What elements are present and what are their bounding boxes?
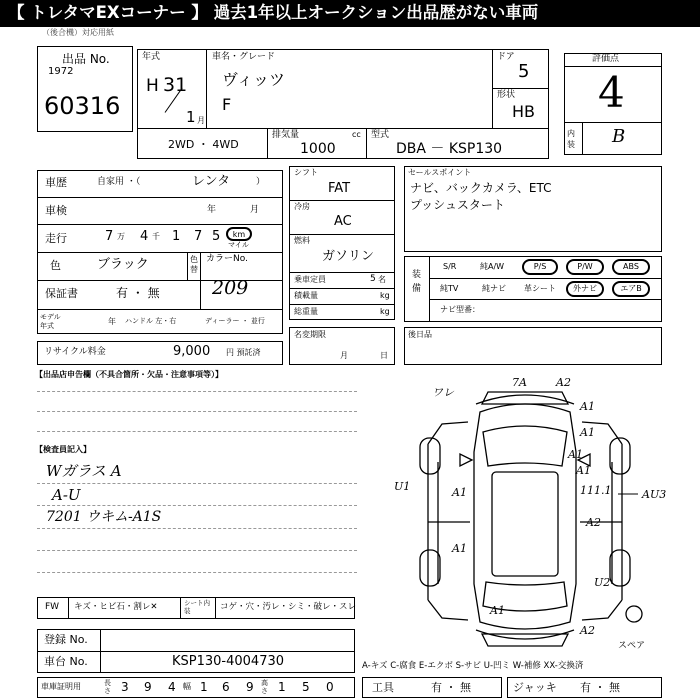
sales-point-line-2: プッシュスタート bbox=[410, 198, 505, 212]
doors-value: 5 bbox=[518, 61, 530, 82]
inspection-label: 車検 bbox=[45, 204, 67, 217]
equip-ps: P/S bbox=[522, 259, 558, 275]
inspector-label: 【検査員記入】 bbox=[35, 445, 91, 454]
gross-label: 総重量 bbox=[294, 307, 318, 316]
inspector-line-3: 7201 ウキム-A1S bbox=[46, 509, 162, 525]
sales-point-label: セールスポイント bbox=[408, 168, 472, 177]
mileage-d0: 4 bbox=[140, 229, 149, 244]
cert-h-label: 高さ bbox=[261, 679, 268, 695]
name-change-month: 月 bbox=[340, 351, 348, 360]
model-label: 型式 bbox=[371, 130, 390, 140]
interior-value: B bbox=[612, 126, 626, 147]
year-month-unit: 月 bbox=[197, 116, 205, 125]
jack-value: 有 ・ 無 bbox=[580, 681, 620, 694]
history-close: ） bbox=[256, 177, 266, 187]
cert-l-label: 長さ bbox=[104, 679, 111, 695]
fuel-value: ガソリン bbox=[322, 249, 375, 264]
model-year-dealer: ディーラー ・ 並行 bbox=[205, 317, 265, 325]
doors-label: ドア bbox=[497, 52, 515, 62]
cert-label: 車庫証明用 bbox=[41, 682, 81, 691]
year-month: 1 bbox=[186, 108, 196, 126]
fuel-label: 燃料 bbox=[294, 236, 310, 245]
navi-model-label: ナビ型番： bbox=[440, 305, 480, 314]
color-code: 209 bbox=[212, 277, 249, 299]
score-label: 評価点 bbox=[592, 54, 620, 64]
drive-text: 2WD ・ 4WD bbox=[168, 138, 239, 151]
capacity-unit: 名 bbox=[378, 275, 386, 284]
displacement-label: 排気量 bbox=[272, 130, 300, 140]
cert-w-0: 1 bbox=[200, 680, 208, 694]
color-label: 色 bbox=[50, 259, 61, 272]
header-title: 【 トレタマEXコーナー 】 過去1年以上オークション出品歴がない車両 bbox=[8, 3, 539, 22]
equip-pw: P/W bbox=[566, 259, 604, 275]
cert-w-2: 9 bbox=[246, 680, 254, 694]
shift-label: シフト bbox=[294, 168, 318, 177]
cert-w-1: 6 bbox=[222, 680, 230, 694]
ac-value: AC bbox=[334, 214, 352, 229]
car-name: ヴィッツ bbox=[222, 70, 286, 89]
recycle-label: リサイクル料金 bbox=[44, 347, 106, 357]
seat-label: シート内装 bbox=[184, 599, 210, 615]
fw-label: FW bbox=[45, 602, 60, 612]
jack-label: ジャッキ bbox=[513, 681, 557, 694]
mileage-d4: 5 bbox=[212, 229, 221, 244]
shift-value: FAT bbox=[328, 181, 351, 196]
inspector-line-1: Wガラス A bbox=[46, 462, 122, 480]
mark-u1: U1 bbox=[394, 480, 411, 493]
displacement-value: 1000 bbox=[300, 141, 336, 157]
mark-front-7a: 7A bbox=[512, 376, 527, 389]
model-year-label: モデル年式 bbox=[40, 313, 61, 330]
capacity-value: 5 bbox=[370, 274, 376, 284]
mark-au3: AU3 bbox=[642, 488, 667, 501]
mark-a1-r1: A1 bbox=[580, 400, 595, 413]
mark-a1-r3: A1 bbox=[568, 448, 583, 461]
after-date-box bbox=[404, 327, 662, 365]
interior-label: 内装 bbox=[567, 129, 575, 149]
model-year-year: 年 bbox=[108, 317, 116, 326]
seller-note-label: 【出品店申告欄（不具合箇所・欠品・注意事項等）】 bbox=[35, 370, 223, 379]
mileage-d3: 7 bbox=[194, 229, 203, 244]
model-year-handle: ハンドル 左・右 bbox=[125, 317, 177, 325]
mileage-d2: 1 bbox=[172, 229, 181, 244]
mark-a2-rear: A2 bbox=[580, 624, 595, 637]
equip-leather: 革シート bbox=[524, 284, 556, 293]
after-date-label: 後日品 bbox=[408, 330, 432, 339]
car-damage-diagram bbox=[380, 374, 670, 660]
warranty-label: 保証書 bbox=[45, 287, 78, 300]
color-change-label: 色替 bbox=[190, 255, 198, 274]
equip-airbag: エアB bbox=[612, 281, 650, 297]
equip-navi: 純ナビ bbox=[482, 284, 506, 293]
seat-text: コゲ・穴・汚レ・シミ・破レ・スレ bbox=[220, 602, 357, 612]
gross-unit: kg bbox=[380, 307, 390, 316]
mark-u2: U2 bbox=[594, 576, 611, 589]
equip-abs: ABS bbox=[612, 259, 650, 275]
load-label: 積載量 bbox=[294, 291, 318, 300]
cert-h-1: 5 bbox=[302, 680, 310, 694]
recycle-value: 9,000 bbox=[173, 344, 211, 359]
fw-text: キズ・ヒビ石・割レ✕ bbox=[74, 602, 158, 612]
year-label: 年式 bbox=[142, 52, 161, 62]
chassis-label: 車台 No. bbox=[44, 655, 88, 668]
history-label: 車歴 bbox=[45, 176, 67, 189]
mark-a1-mid: 111.1 bbox=[580, 484, 612, 497]
tools-value: 有 ・ 無 bbox=[431, 681, 471, 694]
equip-tv: 純TV bbox=[440, 284, 459, 293]
name-change-label: 名変期限 bbox=[294, 330, 326, 339]
mark-a1-r4: A1 bbox=[576, 464, 591, 477]
shape-label: 形状 bbox=[497, 90, 516, 100]
displacement-unit: cc bbox=[352, 130, 361, 139]
mileage-unit-mile: マイル bbox=[228, 241, 249, 249]
mark-front-a2: A2 bbox=[556, 376, 571, 389]
mileage-label: 走行 bbox=[45, 232, 67, 245]
mark-a1-l2: A1 bbox=[452, 542, 467, 555]
model-value: DBA － KSP130 bbox=[396, 141, 503, 157]
score-value: 4 bbox=[598, 68, 625, 117]
spare-label: スペア bbox=[618, 641, 646, 651]
history-value: レンタ bbox=[192, 174, 231, 189]
inspection-month: 月 bbox=[250, 205, 260, 215]
lot-number: 60316 bbox=[44, 92, 121, 120]
recycle-unit: 円 預託済 bbox=[226, 348, 261, 357]
cert-h-2: 0 bbox=[326, 680, 334, 694]
mark-a1-l1: A1 bbox=[452, 486, 467, 499]
damage-legend: A-キズ C-腐食 E-エクボ S-サビ U-凹ミ W-補修 XX-交換済 bbox=[362, 661, 584, 671]
year-value: 31 bbox=[163, 74, 188, 96]
equip-sr: S/R bbox=[443, 262, 457, 271]
cert-h-0: 1 bbox=[278, 680, 286, 694]
equip-ext-navi: 外ナビ bbox=[566, 281, 604, 297]
capacity-label: 乗車定員 bbox=[294, 275, 326, 284]
car-grade: F bbox=[222, 95, 232, 114]
mileage-unit-km: km bbox=[226, 227, 252, 241]
inspection-year: 年 bbox=[207, 205, 217, 215]
car-label: 車名・グレード bbox=[212, 52, 276, 62]
lot-label: 出品 No. bbox=[62, 52, 110, 66]
mark-crack: ワレ bbox=[432, 386, 454, 399]
mark-a1-r2: A1 bbox=[580, 426, 595, 439]
mark-a2-r: A2 bbox=[586, 516, 601, 529]
mark-a1-rear: A1 bbox=[490, 604, 505, 617]
ac-label: 冷房 bbox=[294, 202, 310, 211]
history-options: 自家用 ・（ bbox=[97, 177, 141, 187]
equip-aw: 純A/W bbox=[480, 262, 505, 271]
cert-l-0: 3 bbox=[121, 680, 129, 694]
year-era: H bbox=[146, 76, 159, 96]
mileage-man: 7 bbox=[105, 229, 114, 244]
chassis-value: KSP130-4004730 bbox=[172, 654, 285, 669]
inspector-line-2: A-U bbox=[52, 486, 81, 504]
name-change-day: 日 bbox=[380, 351, 388, 360]
cert-l-2: 4 bbox=[168, 680, 176, 694]
lot-code: 1972 bbox=[48, 66, 74, 77]
warranty-value: 有 ・ 無 bbox=[116, 286, 160, 300]
tools-label: 工具 bbox=[372, 681, 394, 694]
sales-point-line-1: ナビ、バックカメラ、ETC bbox=[410, 181, 552, 195]
mileage-man-unit: 万 bbox=[117, 232, 125, 241]
registration-label: 登録 No. bbox=[44, 633, 88, 646]
equipment-label: 装備 bbox=[412, 270, 422, 294]
cert-l-1: 9 bbox=[144, 680, 152, 694]
color-code-label: カラーNo. bbox=[206, 254, 248, 264]
cert-w-label: 幅 bbox=[183, 682, 191, 691]
sub-header: （後合機）対応用紙 bbox=[42, 28, 114, 37]
mileage-d1: 千 bbox=[152, 232, 160, 241]
color-value: ブラック bbox=[97, 257, 149, 272]
shape-value: HB bbox=[512, 102, 536, 121]
load-unit: kg bbox=[380, 291, 390, 300]
